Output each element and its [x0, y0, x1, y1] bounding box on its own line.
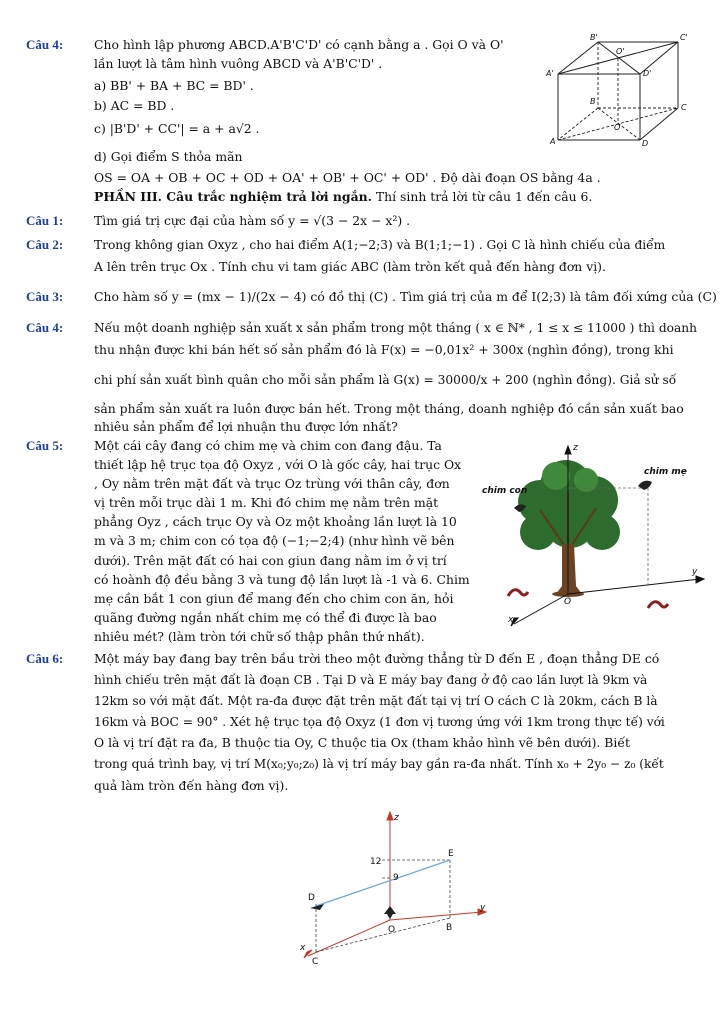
q4b-line5: nhiêu sản phẩm để lợi nhuận thu được lớn nhất? [94, 419, 398, 434]
q5-line-4: phẳng Oyz , cách trục Oy và Oz một khoảng lần lượt là 10 [94, 514, 457, 529]
part3-note: Thí sinh trả lời từ câu 1 đến câu 6. [375, 189, 593, 204]
q5-line-2: , Oy nằm trên mặt đất và trục Oz trùng với thân cây, đơn [94, 476, 450, 491]
cube-label-d1: D' [643, 69, 652, 78]
radar-axis-z: z [394, 813, 399, 823]
q4a-option-d: d) Gọi điểm S thỏa mãn [94, 149, 243, 164]
q6-line-4: O là vị trí đặt ra đa, B thuộc tia Oy, C thuộc tia Ox (tham khảo hình vẽ bên dưới). Biết [94, 735, 630, 750]
radar-figure [290, 808, 500, 968]
cube-label-c: C [681, 103, 687, 112]
cube-label-c1: C' [680, 33, 688, 42]
q4a-option-d-formula: OS = OA + OB + OC + OD + OA' + OB' + OC' + OD' . Độ dài đoạn OS bằng 4a . [94, 170, 601, 185]
q5-line-3: vị trên mỗi trục dài 1 m. Khi đó chim mẹ nằm trên mặt [94, 495, 439, 510]
airplane-icon [310, 904, 324, 910]
cube-label-o: O [614, 123, 621, 132]
q6-line-5: trong quá trình bay, vị trí M(x₀;y₀;z₀) là vị trí máy bay gần ra-đa nhất. Tính x₀ + 2y₀ − z₀ (kết [94, 757, 664, 771]
part3-heading: PHẦN III. Câu trắc nghiệm trả lời ngắn. [94, 189, 372, 204]
q5-line-5: m và 3 m; chim con có tọa độ (−1;−2;4) (như hình vẽ bên [94, 533, 455, 548]
q4a-option-c: c) |B'D' + CC'| = a + a√2 . [94, 121, 260, 136]
child-bird-label: chim con [482, 486, 528, 496]
q5-line-7: có hoành độ đều bằng 3 và tung độ lần lượt là -1 và 6. Chim [94, 572, 470, 587]
radar-point-e: E [448, 849, 454, 859]
radar-point-b: B [446, 923, 453, 933]
q5-line-1: thiết lập hệ trục tọa độ Oxyz , với O là gốc cây, hai trục Ox [94, 457, 462, 472]
q1-label: Câu 1: [26, 213, 64, 228]
mother-bird-icon [638, 481, 652, 490]
cube-label-b: B [590, 97, 596, 106]
cube-figure [538, 32, 698, 150]
q2-line2: A lên trên trục Ox . Tính chu vi tam giác ABC (làm tròn kết quả đến hàng đơn vị). [94, 259, 606, 274]
q2-label: Câu 2: [26, 237, 64, 252]
radar-axis-y: y [480, 903, 486, 913]
q4a-label: Câu 4: [26, 37, 64, 52]
q4b-line1: Nếu một doanh nghiệp sản xuất x sản phẩm trong một tháng ( x ∈ ℕ* , 1 ≤ x ≤ 11000 ) thì doanh [94, 321, 697, 335]
flight-path-de [316, 860, 450, 906]
q5-line-10: nhiêu mét? (làm tròn tới chữ số thập phân thứ nhất). [94, 629, 425, 644]
q4b-label: Câu 4: [26, 320, 64, 335]
q6-line-3: 16km và BOC = 90° . Xét hệ trục tọa độ Oxyz (1 đơn vị tương ứng với 1km trong thực tế) với [94, 715, 665, 729]
q6-line-2: 12km so với mặt đất. Một ra-đa được đặt trên mặt đất tại vị trí O cách C là 20km, cách B là [94, 694, 658, 708]
radar-point-c: C [312, 957, 319, 967]
tree-axis-x: x [508, 615, 514, 625]
tree-axis-y: y [692, 567, 698, 577]
radar-icon [384, 906, 396, 919]
radar-axis-x: x [300, 943, 306, 953]
q4a-intro2: lần lượt là tâm hình vuông ABCD và A'B'C'D' . [94, 56, 383, 71]
q4b-line3: chi phí sản xuất bình quân cho mỗi sản phẩm là G(x) = 30000/x + 200 (nghìn đồng). Giả sử số [94, 373, 677, 387]
q1-text: Tìm giá trị cực đại của hàm số y = √(3 − 2x − x²) . [94, 213, 411, 228]
q2-line1: Trong không gian Oxyz , cho hai điểm A(1;−2;3) và B(1;1;−1) . Gọi C là hình chiếu của điểm [94, 238, 666, 252]
q6-label: Câu 6: [26, 651, 64, 666]
worm-1-icon [508, 590, 528, 596]
cube-label-d: D [642, 139, 649, 148]
q5-label: Câu 5: [26, 438, 64, 453]
q3-text: Cho hàm số y = (mx − 1)/(2x − 4) có đồ thị (C) . Tìm giá trị của m để I(2;3) là tâm đối xứng của (C) [94, 289, 717, 304]
radar-height-12: 12 [370, 857, 382, 867]
tree-origin: O [564, 597, 572, 607]
cube-label-a: A [550, 137, 556, 146]
tree-axis-z: z [573, 443, 578, 453]
part3-header [94, 188, 705, 206]
radar-origin: O [388, 925, 396, 935]
cube-label-a1: A' [546, 69, 554, 78]
radar-point-d: D [308, 893, 315, 903]
q5-line-8: mẹ cần bắt 1 con giun để mang đến cho chim con ăn, hỏi [94, 591, 454, 606]
q4a-option-b: b) AC = BD . [94, 98, 175, 113]
tree-figure [478, 436, 710, 632]
cube-label-o1: O' [616, 47, 625, 56]
cube-label-b1: B' [590, 33, 598, 42]
radar-height-9: 9 [393, 873, 399, 883]
mother-bird-label: chim mẹ [644, 467, 687, 477]
q4a-intro: Cho hình lập phương ABCD.A'B'C'D' có cạnh bằng a . Gọi O và O' [94, 37, 504, 52]
q5-line-9: quãng đường ngắn nhất chim mẹ có thể đi được là bao [94, 610, 437, 625]
tree-trunk [556, 544, 582, 594]
q4b-line2: thu nhận được khi bán hết số sản phẩm đó là F(x) = −0,01x² + 300x (nghìn đồng), trong khi [94, 342, 674, 357]
q3-label: Câu 3: [26, 289, 64, 304]
q6-line-1: hình chiếu trên mặt đất là đoạn CB . Tại D và E máy bay đang ở độ cao lần lượt là 9km và [94, 673, 648, 687]
q4b-line4: sản phẩm sản xuất ra luôn được bán hết. Trong một tháng, doanh nghiệp đó cần sản xuất bao [94, 401, 684, 416]
q6-line-6: quả làm tròn đến hàng đơn vị). [94, 778, 289, 793]
q5-line-0: Một cái cây đang có chim mẹ và chim con đang đậu. Ta [94, 438, 442, 453]
q6-line-0: Một máy bay đang bay trên bầu trời theo một đường thẳng từ D đến E , đoạn thẳng DE có [94, 651, 660, 666]
q5-line-6: dưới). Trên mặt đất có hai con giun đang nằm im ở vị trí [94, 553, 447, 568]
q4a-option-a: a) BB' + BA + BC = BD' . [94, 78, 254, 93]
worm-2-icon [648, 602, 668, 608]
